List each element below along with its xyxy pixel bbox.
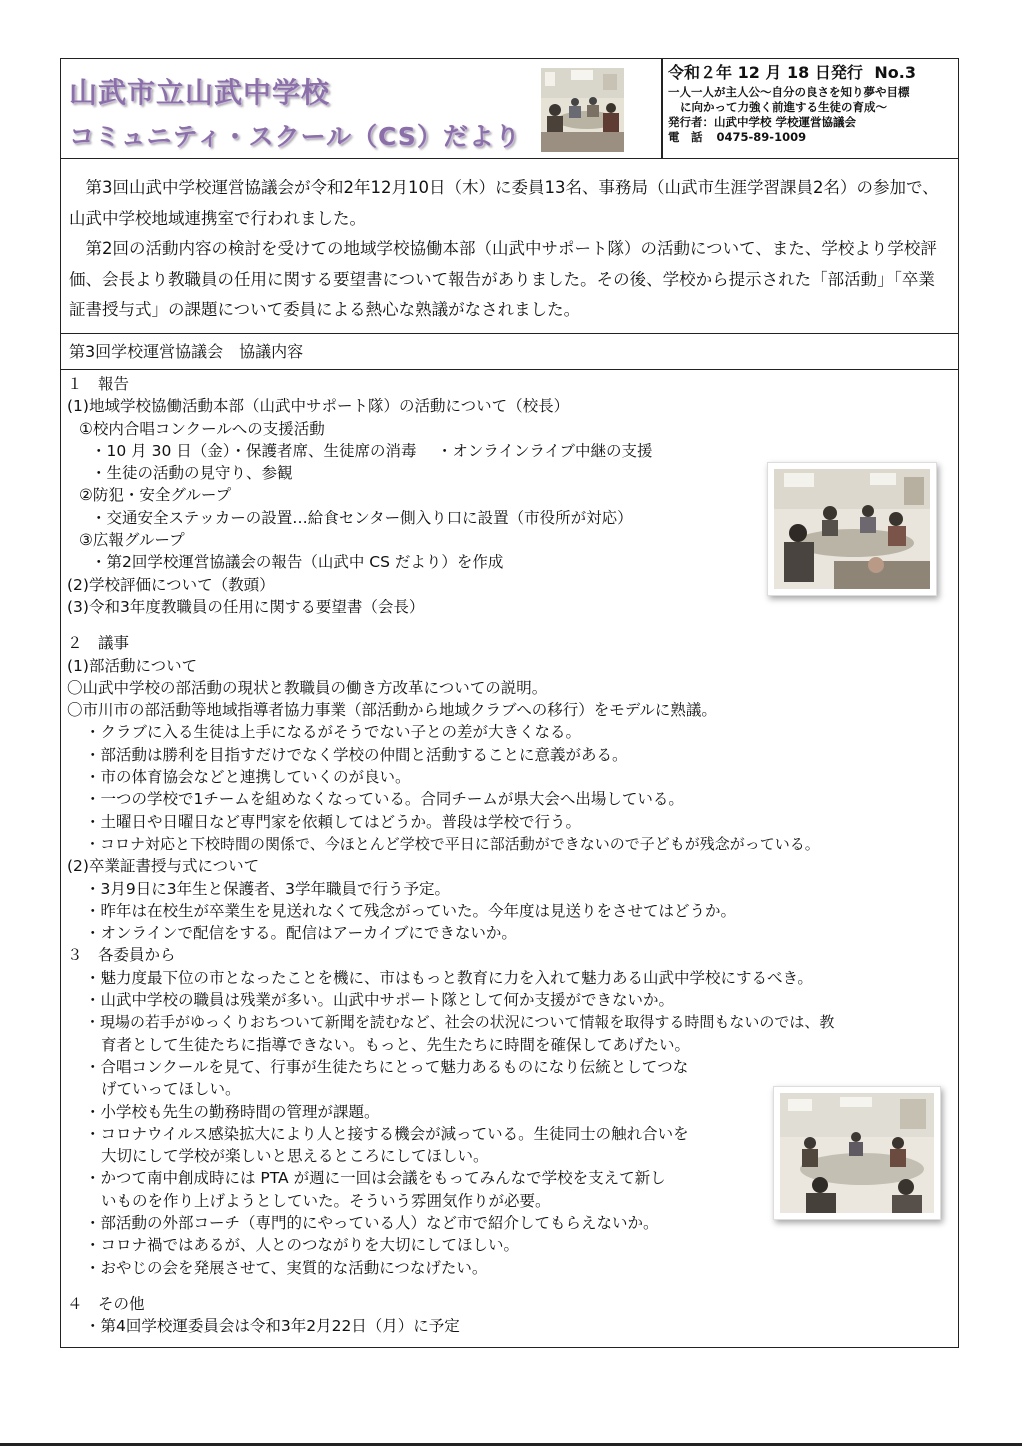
member-comment-8: ・部活動の外部コーチ（専門的にやっている人）など市で紹介してもらえないか。 (85, 1213, 659, 1232)
member-comment-3a: ・現場の若手がゆっくりおちついて新聞を読むなど、社会の状況について情報を取得する時間もないのでは、教 (85, 1013, 835, 1032)
member-comment-5: ・小学校も先生の勤務時間の管理が課題。 (85, 1102, 380, 1121)
school-motto (668, 85, 956, 115)
motto-line-2: に向かって力強く前進する生徒の育成～ (680, 100, 887, 114)
telephone-line (668, 130, 956, 145)
report-sub-3-bullet-1: ・第2回学校運営協議会の報告（山武中 CS だより）を作成 (91, 553, 504, 572)
agenda-bullet-9: ・オンラインで配信をする。配信はアーカイブにできないか。 (85, 924, 517, 943)
agenda-bullet-7: ・3月9日に3年生と保護者、3学年職員で行う予定。 (85, 879, 450, 898)
report-sub-3: ③広報グループ (79, 531, 185, 550)
agenda-bullet-3: ・市の体育協会などと連携していくのが良い。 (85, 768, 411, 787)
agenda-bullet-4: ・一つの学校で1チームを組めなくなっている。合同チームが県大会へ出場している。 (85, 790, 684, 809)
issue-date-line (668, 63, 956, 83)
member-comment-6a: ・コロナウイルス感染拡大により人と接する機会が減っている。生徒同士の触れ合いを (85, 1124, 689, 1143)
report-sub-1-bullet-2: ・生徒の活動の見守り、参観 (91, 464, 293, 483)
agenda-heading: ２ 議事 (67, 634, 130, 653)
header-meeting-photo (541, 68, 624, 152)
motto-line-1: 一人一人が主人公～自分の良さを知り夢や目標 (668, 85, 910, 99)
newsletter-header (61, 59, 958, 159)
member-comment-7a: ・かつて南中創成時には PTA が週に一回は会議をもってみんなで学校を支えて新し (85, 1169, 666, 1188)
telephone-label: 電 話 (668, 130, 703, 144)
report-item-2: (2)学校評価について（教頭） (67, 575, 275, 594)
meeting-photo-1 (767, 462, 937, 596)
intro-section (61, 159, 958, 334)
agenda-bullet-2: ・部活動は勝利を目指すだけでなく学校の仲間と活動することに意義がある。 (85, 745, 628, 764)
agenda-bullet-6: ・コロナ対応と下校時間の関係で、今ほとんど学校で平日に部活動ができないので子どもが残念がっている。 (85, 834, 820, 853)
section-title: 第3回学校運営協議会 協議内容 (61, 334, 958, 370)
agenda-circle-1: 〇山武中学校の部活動の現状と教職員の働き方改革についての説明。 (67, 678, 548, 697)
header-divider (661, 59, 663, 159)
member-comment-4a: ・合唱コンクールを見て、行事が生徒たちにとって魅力あるものになり伝統としてつな (85, 1057, 689, 1076)
report-sub-2-bullet-1: ・交通安全ステッカーの設置…給食センター側入り口に設置（市役所が対応） (91, 508, 633, 527)
report-heading: １ 報告 (67, 375, 130, 393)
telephone-number: 0475-89-1009 (716, 130, 807, 144)
report-item-3: (3)令和3年度教職員の任用に関する要望書（会長） (67, 597, 425, 616)
other-heading: ４ その他 (67, 1294, 145, 1313)
agenda-bullet-8: ・昨年は在校生が卒業生を見送れなくて残念がっていた。今年度は見送りをさせてはどうか。 (85, 901, 737, 920)
agenda-bullet-1: ・クラブに入る生徒は上手になるがそうでない子との差が大きくなる。 (85, 723, 582, 742)
member-comment-9: ・コロナ禍ではあるが、人とのつながりを大切にしてほしい。 (85, 1236, 520, 1255)
members-heading: ３ 各委員から (67, 946, 176, 965)
agenda-item-2: (2)卒業証書授与式について (67, 857, 260, 876)
publisher: 発行者：山武中学校 学校運営協議会 (668, 115, 857, 129)
member-comment-1: ・魅力度最下位の市となったことを機に、市はもっと教育に力を入れて魅力ある山武中学校にするべき。 (85, 968, 813, 987)
agenda-item-1: (1)部活動について (67, 656, 198, 675)
report-sub-2: ②防犯・安全グループ (79, 486, 232, 505)
member-comment-7b: いものを作り上げようとしていた。そういう雰囲気作りが必要。 (101, 1191, 551, 1210)
member-comment-4b: げていってほしい。 (101, 1080, 241, 1099)
member-comment-10: ・おやじの会を発展させて、実質的な活動につなげたい。 (85, 1258, 488, 1277)
page-bottom-rule (0, 1443, 1022, 1446)
issue-number: No.3 (874, 63, 916, 82)
member-comment-3b: 育者として生徒たちに指導できない。もっと、先生たちに時間を確保してあげたい。 (101, 1035, 691, 1054)
other-item-1: ・第4回学校運委員会は令和3年2月22日（月）に予定 (85, 1317, 460, 1336)
meeting-photo-2 (773, 1086, 941, 1220)
report-item-1: (1)地域学校協働活動本部（山武中サポート隊）の活動について（校長） (67, 397, 570, 416)
member-comment-6b: 大切にして学校が楽しいと思えるところにしてほしい。 (101, 1147, 489, 1166)
issue-date: 令和２年 12 月 18 日発行 (668, 63, 863, 82)
intro-paragraph-1: 第3回山武中学校運営協議会が令和2年12月10日（木）に委員13名、事務局（山武市生涯学習課員2名）の参加で、山武中学校地域連携室で行われました。 (69, 178, 939, 228)
newsletter-title: コミュニティ・スクール（CS）だより (69, 122, 521, 151)
report-sub-1: ①校内合唱コンクールへの支援活動 (79, 419, 325, 438)
agenda-circle-2: 〇市川市の部活動等地域指導者協力事業（部活動から地域クラブへの移行）をモデルに熟議。 (67, 701, 717, 720)
report-sub-1-bullet-1: ・10 月 30 日（金）・保護者席、生徒席の消毒 ・オンラインライブ中継の支援 (91, 441, 653, 460)
intro-paragraph-2: 第2回の活動内容の検討を受けての地域学校協働本部（山武中サポート隊）の活動について、また、学校より学校評価、会長より教職員の任用に関する要望書について報告がありました。その後、学校から提示された「部活動」「卒業証書授与式」の課題について委員による熱心な熟議がなされました。 (69, 239, 937, 319)
agenda-bullet-5: ・土曜日や日曜日など専門家を依頼してはどうか。普段は学校で行う。 (85, 812, 582, 831)
member-comment-2: ・山武中学校の職員は残業が多い。山武中サポート隊として何か支援ができないか。 (85, 991, 675, 1010)
school-name-title: 山武市立山武中学校 (69, 76, 331, 109)
issue-info (668, 63, 956, 145)
